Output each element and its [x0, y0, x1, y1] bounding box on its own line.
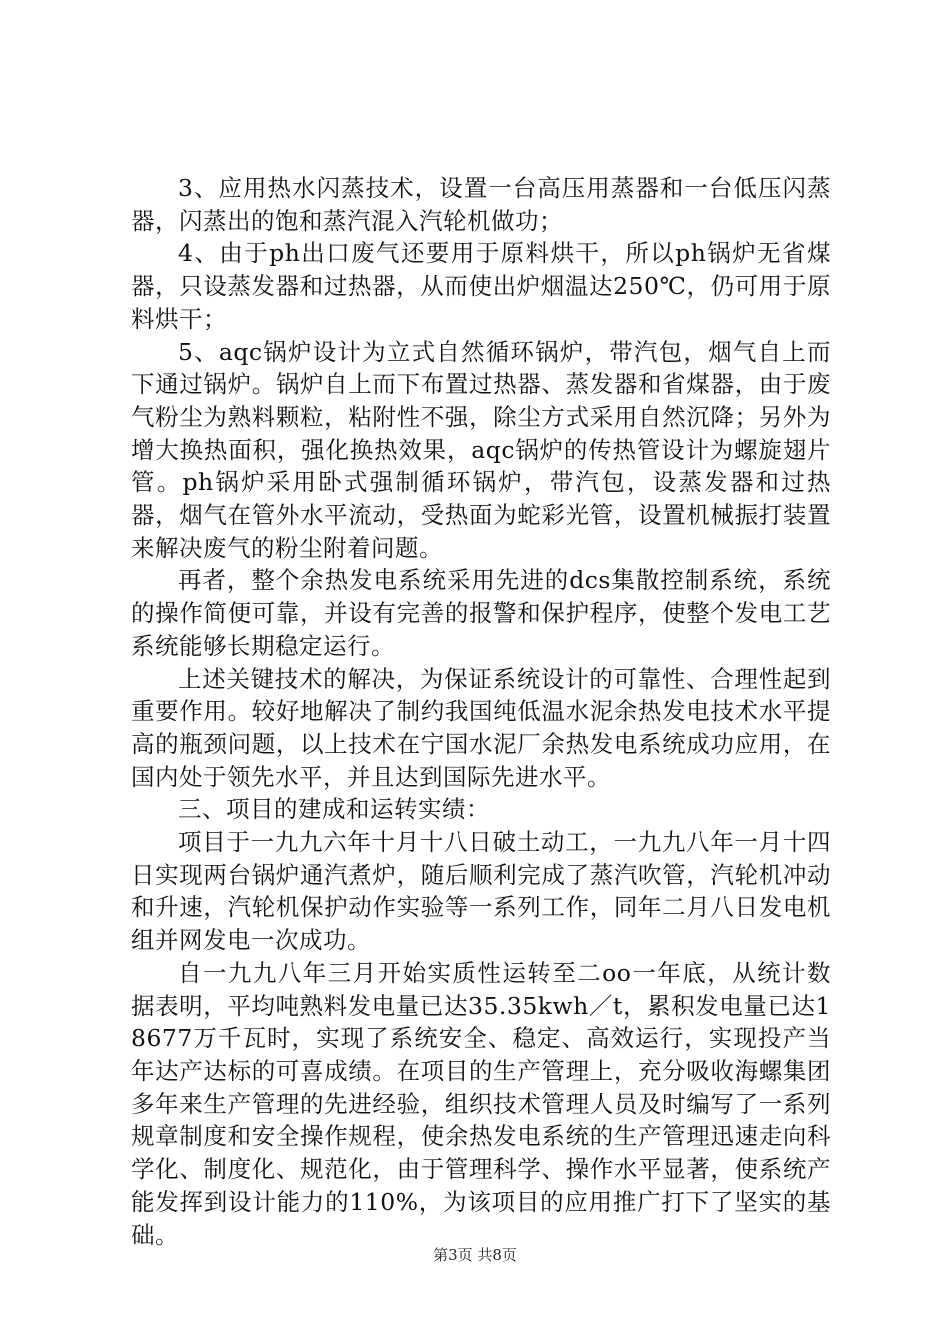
paragraph-key-technology: 上述关键技术的解决，为保证系统设计的可靠性、合理性起到重要作用。较好地解决了制约我国纯低温水泥余热发电技术水平提高的瓶颈问题，以上技术在宁国水泥厂余热发电系统成功应用，在国内处于领先水平，并且达到国际先进水平。 — [131, 664, 831, 791]
document-body — [131, 172, 831, 1251]
paragraph-construction: 项目于一九九六年十月十八日破土动工，一九九八年一月十四日实现两台锅炉通汽煮炉，随后顺利完成了蒸汽吹管，汽轮机冲动和升速，汽轮机保护动作实验等一系列工作，同年二月八日发电机组并网发电一次成功。 — [131, 828, 831, 955]
paragraph-5-aqc-boiler: 5、aqc锅炉设计为立式自然循环锅炉，带汽包，烟气自上而下通过锅炉。锅炉自上而下布置过热器、蒸发器和省煤器，由于废气粉尘为熟料颗粒，粘附性不强，除尘方式采用自然沉降；另外为增大换热面积，强化换热效果，aqc锅炉的传热管设计为螺旋翅片管。ph锅炉采用卧式强制循环锅炉，带汽包，设蒸发器和过热器，烟气在管外水平流动，受热面为蛇彩光管，设置机械振打装置来解决废气的粉尘附着问题。 — [131, 337, 831, 562]
paragraph-operation-results: 自一九九八年三月开始实质性运转至二oo一年底，从统计数据表明，平均吨熟料发电量已达35.35kwh／t，累积发电量已达18677万千瓦时，实现了系统安全、稳定、高效运行，实现投产当年达产达标的可喜成绩。在项目的生产管理上，充分吸收海螺集团多年来生产管理的先进经验，组织技术管理人员及时编写了一系列规章制度和安全操作规程，使余热发电系统的生产管理迅速走向科学化、制度化、规范化，由于管理科学、操作水平显著，使系统产能发挥到设计能力的110%，为该项目的应用推广打下了坚实的基础。 — [131, 958, 831, 1249]
paragraph-4-ph-boiler: 4、由于ph出口废气还要用于原料烘干，所以ph锅炉无省煤器，只设蒸发器和过热器，从而使出炉烟温达250℃，仍可用于原料烘干； — [131, 239, 831, 333]
paragraph-dcs-system: 再者，整个余热发电系统采用先进的dcs集散控制系统，系统的操作简便可靠，并设有完善的报警和保护程序，使整个发电工艺系统能够长期稳定运行。 — [131, 566, 831, 660]
paragraph-3-flash-steam: 3、应用热水闪蒸技术，设置一台高压用蒸器和一台低压闪蒸器，闪蒸出的饱和蒸汽混入汽轮机做功； — [131, 174, 831, 235]
page-footer: 第3页 共8页 — [433, 1246, 517, 1264]
section-heading-results: 三、项目的建成和运转实绩： — [178, 795, 490, 824]
